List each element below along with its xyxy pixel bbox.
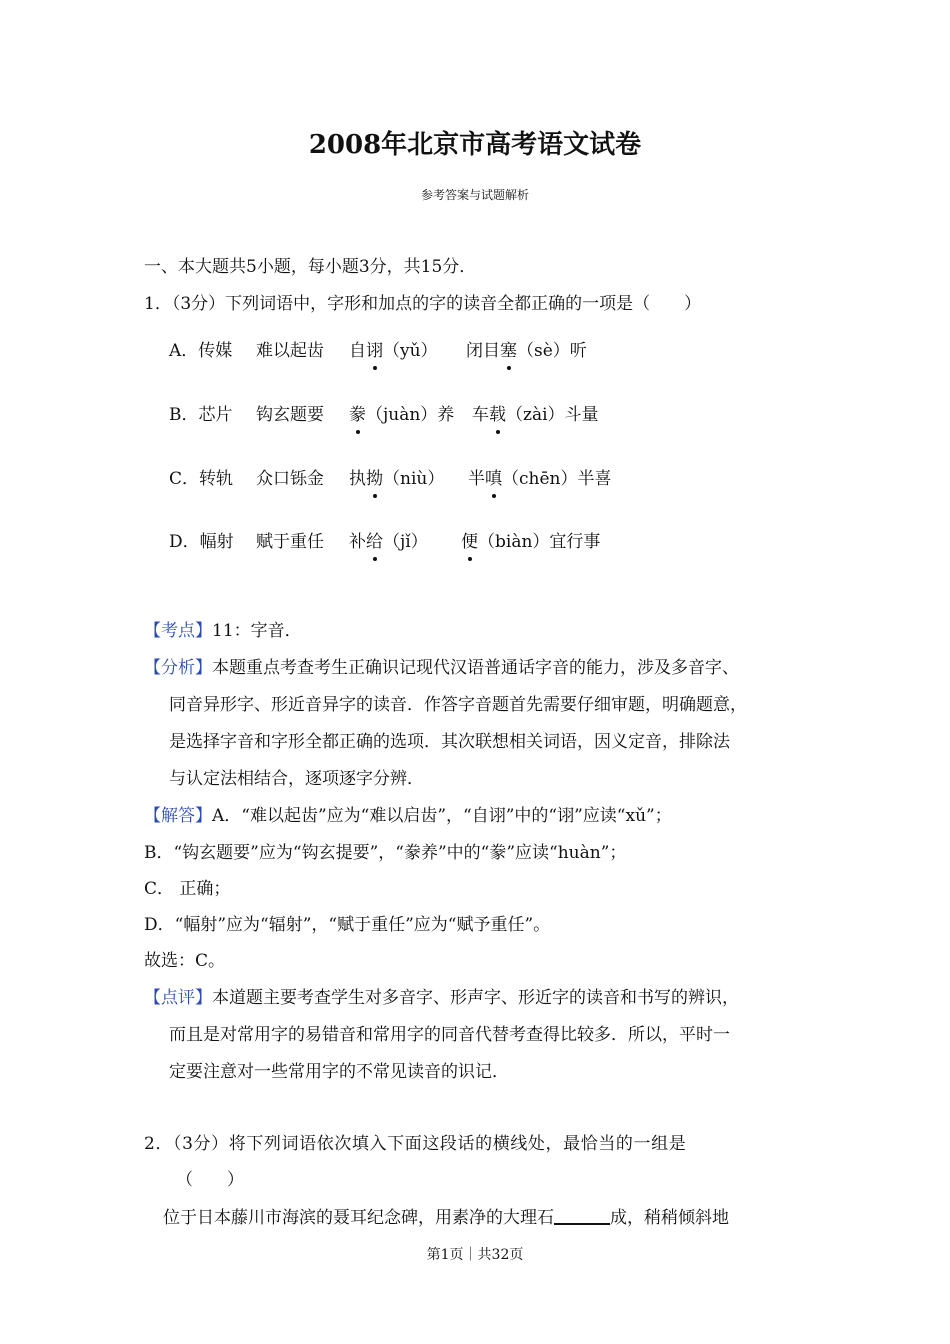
section-header: 一、本大题共5小题，每小题3分，共15分． [144, 257, 477, 277]
jieda-section [144, 801, 672, 826]
option-d-pinyin-2: （biàn）宜行事 [478, 532, 601, 552]
option-d-word-3 [349, 527, 428, 552]
option-c-pinyin: （niù） [383, 469, 445, 489]
passage-after: 成，稍稍倾斜地 [610, 1208, 729, 1228]
fenxi-section [144, 653, 739, 678]
option-a-char: 自 [349, 341, 366, 361]
option-b-char-2: 车 [472, 405, 489, 425]
page-subtitle: 参考答案与试题解析 [420, 188, 529, 202]
jieda-line-1: A．“难以起齿”应为“难以启齿”，“自诩”中的“诩”应读“xǔ”； [212, 806, 672, 826]
option-a-dotted-char: 诩 [366, 336, 383, 361]
fenxi-line-3: 是选择字音和字形全都正确的选项．其次联想相关词语，因义定音，排除法 [169, 732, 730, 752]
fenxi-line-2: 同音异形字、形近音异字的读音．作答字音题首先需要仔细审题，明确题意， [169, 695, 747, 715]
kaodian-tag: 【考点】 [144, 621, 212, 641]
dianping-section [144, 983, 739, 1008]
option-c-char-2: 半 [468, 469, 485, 489]
question-1-stem: 1．（3分）下列词语中，字形和加点的字的读音全都正确的一项是（ ） [144, 294, 702, 314]
option-a-word-1: A．传媒 [169, 341, 233, 361]
option-b-word-2: 钩玄题要 [256, 405, 324, 425]
option-c-word-4 [468, 464, 611, 489]
kaodian-section [144, 616, 302, 641]
kaodian-text: 11：字音． [212, 621, 302, 641]
dianping-line-1: 本道题主要考查学生对多音字、形声字、形近字的读音和书写的辨识， [212, 988, 739, 1008]
option-b-word-4 [472, 400, 599, 425]
option-a-word-3 [349, 336, 438, 361]
option-d-word-4 [461, 527, 600, 552]
option-a-dotted-char-2: 塞 [500, 336, 517, 361]
jieda-answer: 故选：C。 [144, 951, 226, 971]
option-a-pinyin: （yǔ） [383, 341, 438, 361]
fenxi-line-4: 与认定法相结合，逐项逐字分辨． [169, 769, 424, 789]
option-a-word-4 [466, 336, 587, 361]
option-b-word-1: B．芯片 [169, 405, 233, 425]
option-d-char: 补 [349, 532, 366, 552]
option-b-dotted-char-2: 载 [489, 400, 506, 425]
option-d-word-1: D．幅射 [169, 532, 234, 552]
option-b-word-3 [349, 400, 454, 425]
jieda-line-2: B．“钩玄题要”应为“钩玄提要”，“豢养”中的“豢”应读“huàn”； [144, 843, 627, 863]
option-c-word-2: 众口铄金 [256, 469, 324, 489]
option-c-word-1: C．转轨 [169, 469, 234, 489]
dianping-line-3: 定要注意对一些常用字的不常见读音的识记． [169, 1062, 509, 1082]
option-d-word-2: 赋于重任 [256, 532, 324, 552]
page-title: 2008年北京市高考语文试卷 [308, 130, 642, 160]
option-c-dotted-char: 拗 [366, 464, 383, 489]
dianping-line-2: 而且是对常用字的易错音和常用字的同音代替考查得比较多．所以，平时一 [169, 1025, 730, 1045]
option-a-char-2: 闭目 [466, 341, 500, 361]
option-d-dotted-char-2: 便 [461, 527, 478, 552]
question-2-passage [163, 1203, 729, 1228]
jieda-line-3: C． 正确； [144, 879, 231, 899]
option-c-pinyin-2: （chēn）半喜 [502, 469, 612, 489]
option-b-pinyin-2: （zài）斗量 [506, 405, 599, 425]
option-b-dotted-char: 豢 [349, 400, 366, 425]
jieda-line-4: D．“幅射”应为“辐射”，“赋于重任”应为“赋予重任”。 [144, 915, 551, 935]
fenxi-line-1: 本题重点考查考生正确识记现代汉语普通话字音的能力，涉及多音字、 [212, 658, 739, 678]
fill-blank[interactable] [554, 1205, 610, 1225]
option-a-word-2: 难以起齿 [256, 341, 324, 361]
page-footer: 第1页｜共32页 [426, 1247, 524, 1263]
option-a-pinyin-2: （sè）听 [517, 341, 587, 361]
fenxi-tag: 【分析】 [144, 658, 212, 678]
option-c-dotted-char-2: 嗔 [485, 464, 502, 489]
passage-before: 位于日本藤川市海滨的聂耳纪念碑，用素净的大理石 [163, 1208, 554, 1228]
option-c-char: 执 [349, 469, 366, 489]
option-d-pinyin: （jǐ） [383, 532, 428, 552]
dianping-tag: 【点评】 [144, 988, 212, 1008]
option-b-pinyin: （juàn）养 [366, 405, 455, 425]
question-2-stem-paren: （ ） [176, 1170, 244, 1190]
jieda-tag: 【解答】 [144, 806, 212, 826]
option-c-word-3 [349, 464, 444, 489]
question-2-stem: 2．（3分）将下列词语依次填入下面这段话的横线处，最恰当的一组是 [144, 1134, 687, 1154]
option-d-dotted-char: 给 [366, 527, 383, 552]
